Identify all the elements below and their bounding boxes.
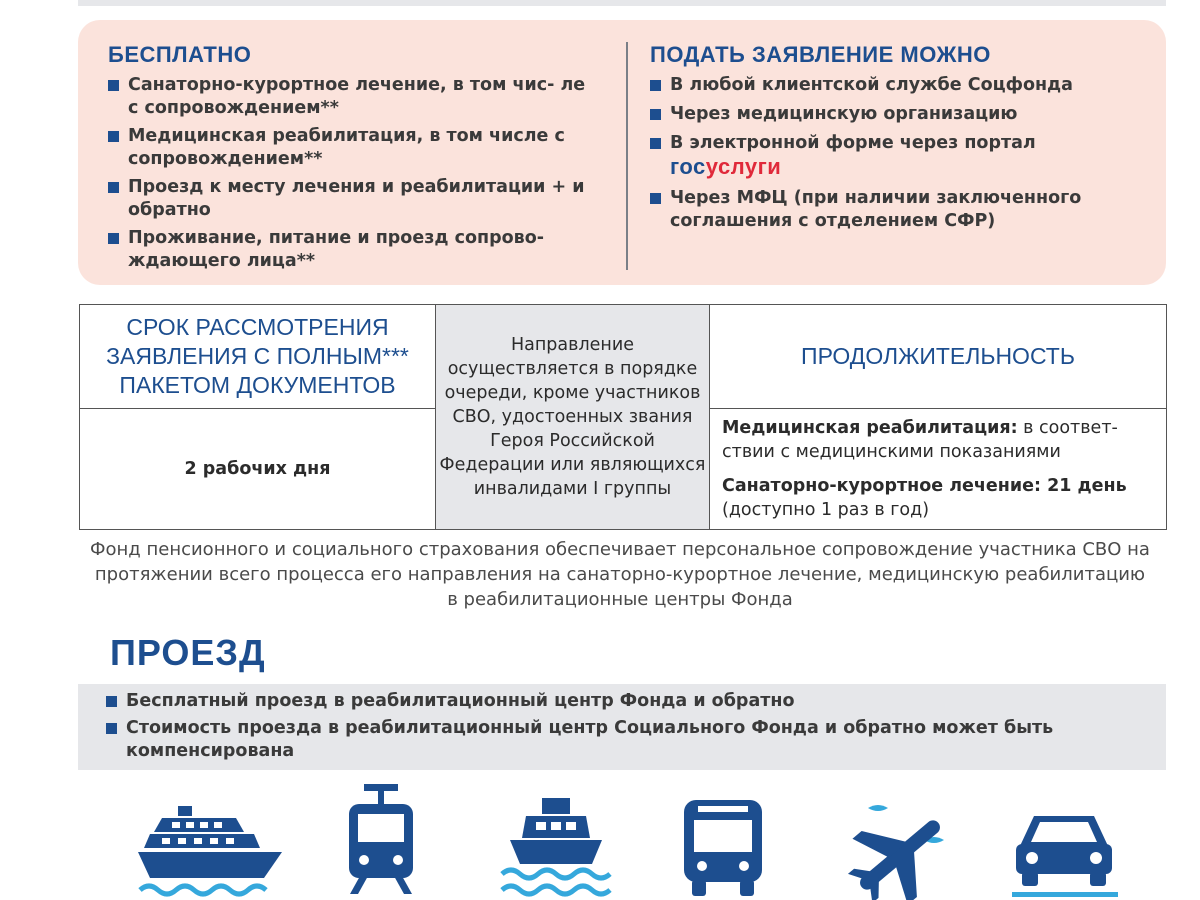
- apply-list: [650, 74, 1140, 233]
- free-list: [108, 74, 598, 273]
- airplane-icon: [840, 800, 960, 900]
- travel-panel: [78, 684, 1166, 770]
- sanatorium-duration: Санаторно-курортное лечение: 21 день (доступно 1 раз в год): [722, 476, 1127, 520]
- benefits-panel: [78, 20, 1166, 285]
- top-divider-bar: [78, 0, 1166, 6]
- bullet-icon: [106, 696, 117, 707]
- bullet-icon: [106, 723, 117, 734]
- column-divider: [626, 42, 628, 270]
- bullet-icon: [108, 182, 119, 193]
- queue-info-cell: Направление осуществляется в порядке очереди, кроме участников СВО, удостоенных звания Героя Российской Федерации или являющихся инвалидами I группы: [436, 305, 710, 530]
- travel-list: [106, 690, 1146, 767]
- list-item: Санаторно-курортное лечение, в том чис- ле с сопровождением**: [108, 74, 598, 120]
- list-item: В электронной форме через портал госуслуги: [650, 132, 1140, 181]
- bullet-icon: [108, 80, 119, 91]
- ship-icon: [138, 802, 282, 900]
- transport-icons: [0, 780, 1200, 900]
- duration-cell: [710, 409, 1167, 530]
- info-table: [79, 304, 1167, 530]
- list-item: Стоимость проезда в реабилитационный центр Социального Фонда и обратно может быть компенсирована: [106, 717, 1146, 763]
- review-period-value: 2 рабочих дня: [80, 409, 436, 530]
- bullet-icon: [108, 233, 119, 244]
- bullet-icon: [108, 131, 119, 142]
- car-icon: [1012, 808, 1118, 898]
- review-period-header: СРОК РАССМОТРЕНИЯ ЗАЯВЛЕНИЯ С ПОЛНЫМ*** ПАКЕТОМ ДОКУМЕНТОВ: [80, 305, 436, 409]
- apply-title: ПОДАТЬ ЗАЯВЛЕНИЕ МОЖНО: [650, 42, 991, 67]
- list-item: Через медицинскую организацию: [650, 103, 1140, 126]
- tram-icon: [346, 784, 416, 896]
- bullet-icon: [650, 109, 661, 120]
- free-section: [108, 42, 598, 278]
- list-item: Медицинская реабилитация, в том числе с сопровождением**: [108, 125, 598, 171]
- list-item: Бесплатный проезд в реабилитационный центр Фонда и обратно: [106, 690, 1146, 713]
- ferry-icon: [500, 798, 612, 898]
- bus-icon: [682, 798, 764, 898]
- list-item: В любой клиентской службе Соцфонда: [650, 74, 1140, 97]
- duration-header: ПРОДОЛЖИТЕЛЬНОСТЬ: [710, 305, 1167, 409]
- rehab-duration: Медицинская реабилитация: в соответ- ствии с медицинскими показаниями: [722, 418, 1118, 462]
- bullet-icon: [650, 80, 661, 91]
- free-title: БЕСПЛАТНО: [108, 42, 252, 67]
- bullet-icon: [650, 138, 661, 149]
- apply-section: [650, 42, 1140, 239]
- travel-title: ПРОЕЗД: [110, 632, 266, 673]
- support-note: Фонд пенсионного и социального страхования обеспечивает персональное сопровождение участника СВО на протяжении всего процесса его направления на санаторно-курортное лечение, медицинскую реабилитацию в реабилитационные центры Фонда: [90, 539, 1150, 610]
- gosuslugi-logo[interactable]: госуслуги: [670, 154, 782, 179]
- list-item: Проезд к месту лечения и реабилитации + и обратно: [108, 176, 598, 222]
- list-item: Через МФЦ (при наличии заключенного соглашения с отделением СФР): [650, 187, 1140, 233]
- bullet-icon: [650, 193, 661, 204]
- list-item: Проживание, питание и проезд сопрово- ждающего лица**: [108, 227, 598, 273]
